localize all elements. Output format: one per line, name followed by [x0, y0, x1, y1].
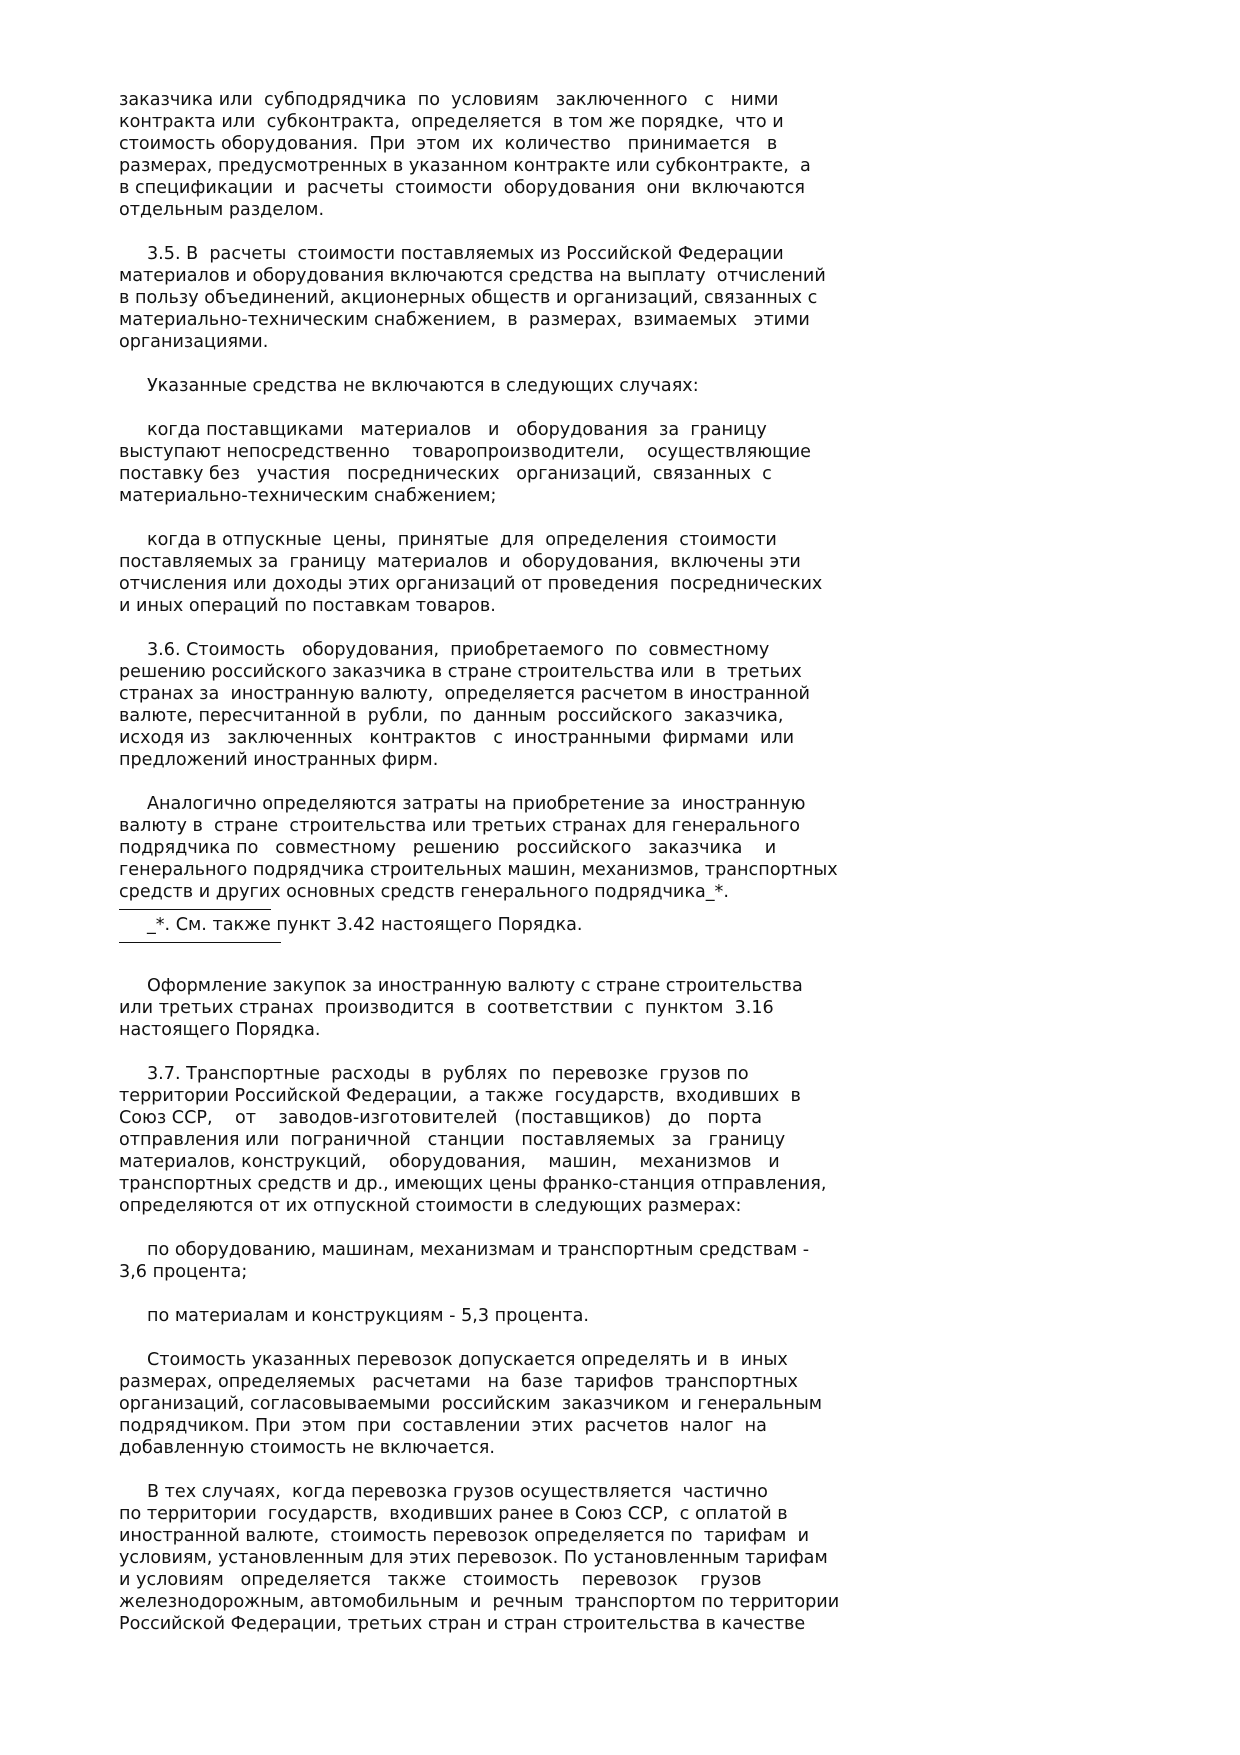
footnote-text: _*. См. также пункт 3.42 настоящего Порядка.: [119, 915, 583, 935]
text-line: по оборудованию, машинам, механизмам и транспортным средствам -: [119, 1240, 810, 1260]
text-line: в спецификации и расчеты стоимости оборудования они включаются: [119, 178, 805, 198]
text-line: и условиям определяется также стоимость перевозок грузов: [119, 1570, 762, 1590]
text-line: добавленную стоимость не включается.: [119, 1438, 495, 1458]
footnote-block: [119, 909, 899, 943]
text-line: исходя из заключенных контрактов с иностранными фирмами или: [119, 728, 795, 748]
text-line: заказчика или субподрядчика по условиям заключенного с ними: [119, 90, 779, 110]
text-line: подрядчиком. При этом при составлении этих расчетов налог на: [119, 1416, 767, 1436]
text-line: решению российского заказчика в стране строительства или в третьих: [119, 662, 802, 682]
text-line: поставку без участия посреднических организаций, связанных с: [119, 464, 772, 484]
text-line: когда в отпускные цены, принятые для определения стоимости: [119, 530, 777, 550]
text-line: отправления или пограничной станции поставляемых за границу: [119, 1130, 786, 1150]
text-line: настоящего Порядка.: [119, 1020, 321, 1040]
paragraph-3-7: [119, 1063, 899, 1217]
paragraph: [119, 529, 899, 617]
text-line: Российской Федерации, третьих стран и стран строительства в качестве: [119, 1614, 806, 1634]
text-line: контракта или субконтракта, определяется в том же порядке, что и: [119, 112, 784, 132]
text-line: предложений иностранных фирм.: [119, 750, 439, 770]
text-line: условиям, установленным для этих перевозок. По установленным тарифам: [119, 1548, 828, 1568]
text-line: размерах, предусмотренных в указанном контракте или субконтракте, а: [119, 156, 811, 176]
paragraph-3-6: [119, 639, 899, 771]
text-line: когда поставщиками материалов и оборудования за границу: [119, 420, 767, 440]
text-line: 3.6. Стоимость оборудования, приобретаемого по совместному: [119, 640, 770, 660]
document-body-before-footnote: [119, 89, 899, 903]
text-line: стоимость оборудования. При этом их количество принимается в: [119, 134, 778, 154]
text-line: 3.7. Транспортные расходы в рублях по перевозке грузов по: [119, 1064, 749, 1084]
paragraph: [119, 89, 899, 221]
paragraph: [119, 975, 899, 1041]
paragraph: [119, 1481, 899, 1635]
footnote-separator-top: [119, 909, 271, 910]
text-line: Указанные средства не включаются в следующих случаях:: [119, 376, 699, 396]
text-line: по материалам и конструкциям - 5,3 процента.: [119, 1306, 590, 1326]
text-line: отчисления или доходы этих организаций от проведения посреднических: [119, 574, 823, 594]
text-line: территории Российской Федерации, а также государств, входивших в: [119, 1086, 801, 1106]
text-line: Оформление закупок за иностранную валюту с стране строительства: [119, 976, 803, 996]
text-line: организаций, согласовываемыми российским заказчиком и генеральным: [119, 1394, 823, 1414]
text-line: 3.5. В расчеты стоимости поставляемых из Российской Федерации: [119, 244, 784, 264]
text-line: поставляемых за границу материалов и оборудования, включены эти: [119, 552, 801, 572]
text-line: иностранной валюте, стоимость перевозок определяется по тарифам и: [119, 1526, 810, 1546]
text-line: железнодорожным, автомобильным и речным транспортом по территории: [119, 1592, 840, 1612]
text-line: В тех случаях, когда перевозка грузов осуществляется частично: [119, 1482, 768, 1502]
paragraph: [119, 419, 899, 507]
text-line: материалов, конструкций, оборудования, машин, механизмов и: [119, 1152, 780, 1172]
text-line: Аналогично определяются затраты на приобретение за иностранную: [119, 794, 806, 814]
text-line: или третьих странах производится в соответствии с пунктом 3.16: [119, 998, 774, 1018]
text-line: Союз ССР, от заводов-изготовителей (поставщиков) до порта: [119, 1108, 762, 1128]
text-line: организациями.: [119, 332, 269, 352]
document-body-after-footnote: [119, 975, 899, 1635]
text-line: странах за иностранную валюту, определяется расчетом в иностранной: [119, 684, 810, 704]
paragraph-3-5: [119, 243, 899, 353]
text-line: по территории государств, входивших ранее в Союз ССР, с оплатой в: [119, 1504, 788, 1524]
text-line: материально-техническим снабжением, в размерах, взимаемых этими: [119, 310, 810, 330]
text-line: генерального подрядчика строительных машин, механизмов, транспортных: [119, 860, 838, 880]
text-line: определяются от их отпускной стоимости в следующих размерах:: [119, 1196, 742, 1216]
text-line: Стоимость указанных перевозок допускается определять и в иных: [119, 1350, 788, 1370]
paragraph: [119, 793, 899, 903]
document-page: [119, 89, 899, 1635]
paragraph: [119, 1239, 899, 1283]
text-line: валюту в стране строительства или третьих странах для генерального: [119, 816, 801, 836]
paragraph: [119, 1349, 899, 1459]
text-line: валюте, пересчитанной в рубли, по данным российского заказчика,: [119, 706, 784, 726]
text-line: в пользу объединений, акционерных обществ и организаций, связанных с: [119, 288, 818, 308]
text-line: материалов и оборудования включаются средства на выплату отчислений: [119, 266, 826, 286]
paragraph: [119, 375, 899, 397]
text-line: транспортных средств и др., имеющих цены франко-станция отправления,: [119, 1174, 827, 1194]
text-line: отдельным разделом.: [119, 200, 325, 220]
text-line: выступают непосредственно товаропроизводители, осуществляющие: [119, 442, 811, 462]
paragraph: [119, 1305, 899, 1327]
text-line: размерах, определяемых расчетами на базе тарифов транспортных: [119, 1372, 798, 1392]
text-line: подрядчика по совместному решению российского заказчика и: [119, 838, 777, 858]
footnote-separator-bottom: [119, 942, 281, 943]
text-line: материально-техническим снабжением;: [119, 486, 497, 506]
text-line: 3,6 процента;: [119, 1262, 248, 1282]
text-line: средств и других основных средств генерального подрядчика_*.: [119, 882, 729, 902]
text-line: и иных операций по поставкам товаров.: [119, 596, 496, 616]
